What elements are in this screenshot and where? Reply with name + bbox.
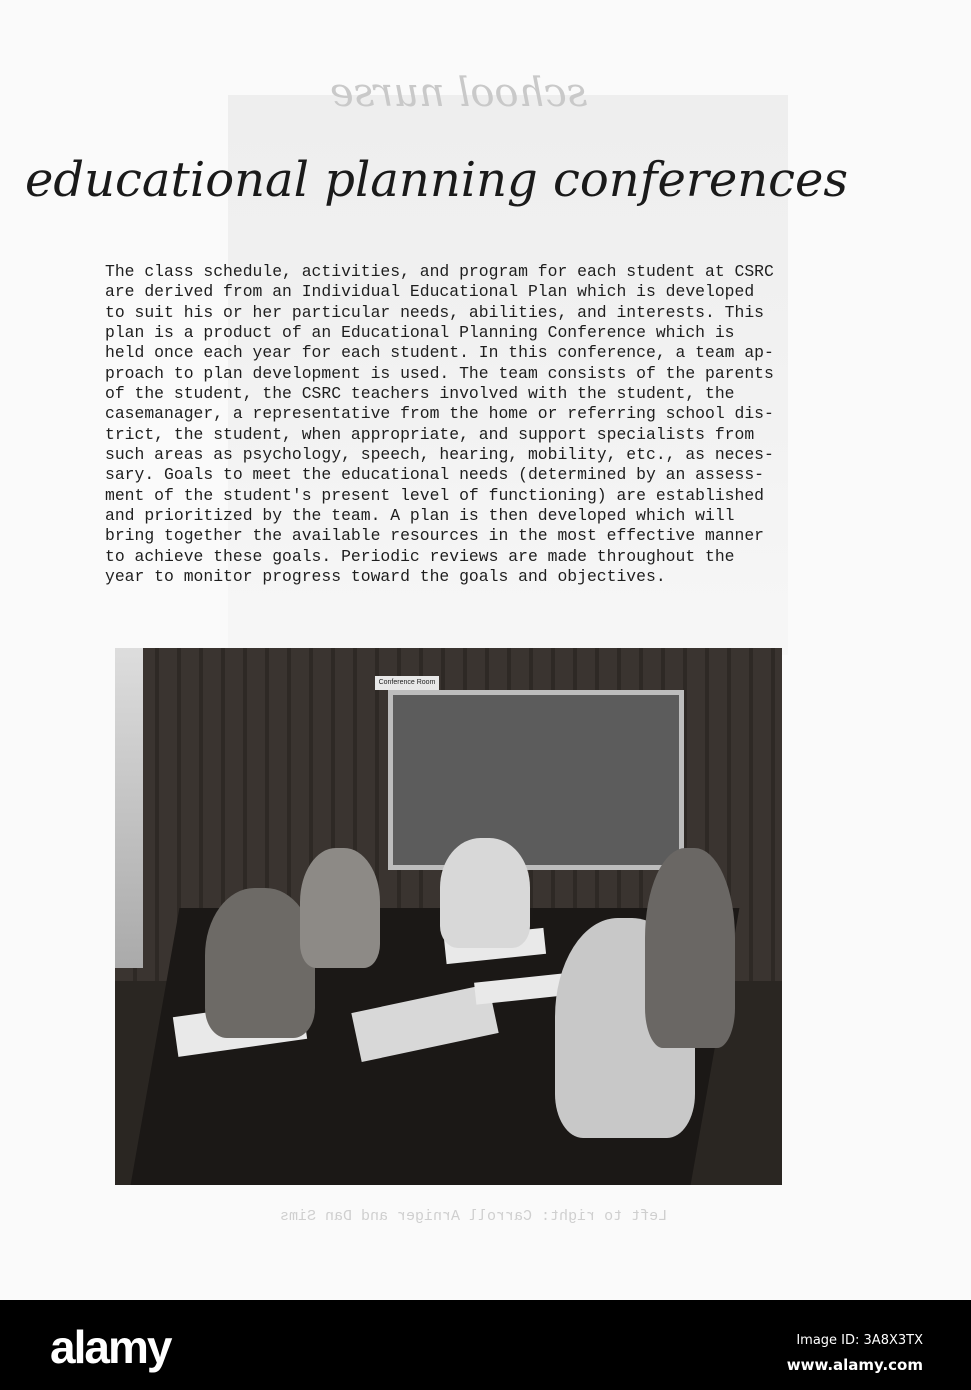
body-line: and prioritized by the team. A plan is then developed which will bbox=[105, 506, 735, 526]
website-link[interactable]: www.alamy.com bbox=[786, 1356, 923, 1374]
photo-person bbox=[205, 888, 315, 1038]
body-line: held once each year for each student. In this conference, a team ap- bbox=[105, 343, 774, 363]
photo-person bbox=[440, 838, 530, 948]
body-line: year to monitor progress toward the goals and objectives. bbox=[105, 567, 666, 587]
body-line: sary. Goals to meet the educational needs (determined by an assess- bbox=[105, 465, 765, 485]
alamy-logo: alamy bbox=[50, 1321, 171, 1373]
watermark-footer bbox=[0, 1300, 971, 1390]
body-line: are derived from an Individual Educational Plan which is developed bbox=[105, 282, 755, 302]
photo-sign: Conference Room bbox=[375, 676, 439, 690]
photo-person bbox=[300, 848, 380, 968]
conference-photo bbox=[115, 648, 782, 1185]
photo-person bbox=[645, 848, 735, 1048]
body-line: to achieve these goals. Periodic reviews are made throughout the bbox=[105, 546, 735, 566]
photo-chalkboard bbox=[388, 690, 684, 870]
body-line: ment of the student's present level of functioning) are established bbox=[105, 485, 765, 505]
body-text bbox=[105, 262, 774, 588]
bleed-through-caption: Left to right: Carroll Arniger and Dan Sims bbox=[280, 1208, 668, 1225]
body-line: proach to plan development is used. The team consists of the parents bbox=[105, 363, 774, 383]
body-line: The class schedule, activities, and program for each student at CSRC bbox=[105, 262, 774, 281]
bleed-through-heading: school nurse bbox=[330, 70, 588, 116]
page-title: educational planning conferences bbox=[25, 152, 849, 208]
body-line: of the student, the CSRC teachers involved with the student, the bbox=[105, 384, 735, 404]
body-line: trict, the student, when appropriate, and support specialists from bbox=[105, 424, 755, 444]
body-line: casemanager, a representative from the home or referring school dis- bbox=[105, 404, 774, 424]
body-line: bring together the available resources in the most effective manner bbox=[105, 526, 765, 546]
photo-window bbox=[115, 648, 143, 968]
body-line: such areas as psychology, speech, hearing, mobility, etc., as neces- bbox=[105, 445, 774, 465]
image-id: Image ID: 3A8X3TX bbox=[796, 1333, 923, 1348]
body-line: plan is a product of an Educational Planning Conference which is bbox=[105, 323, 735, 343]
body-line: to suit his or her particular needs, abilities, and interests. This bbox=[105, 302, 765, 322]
